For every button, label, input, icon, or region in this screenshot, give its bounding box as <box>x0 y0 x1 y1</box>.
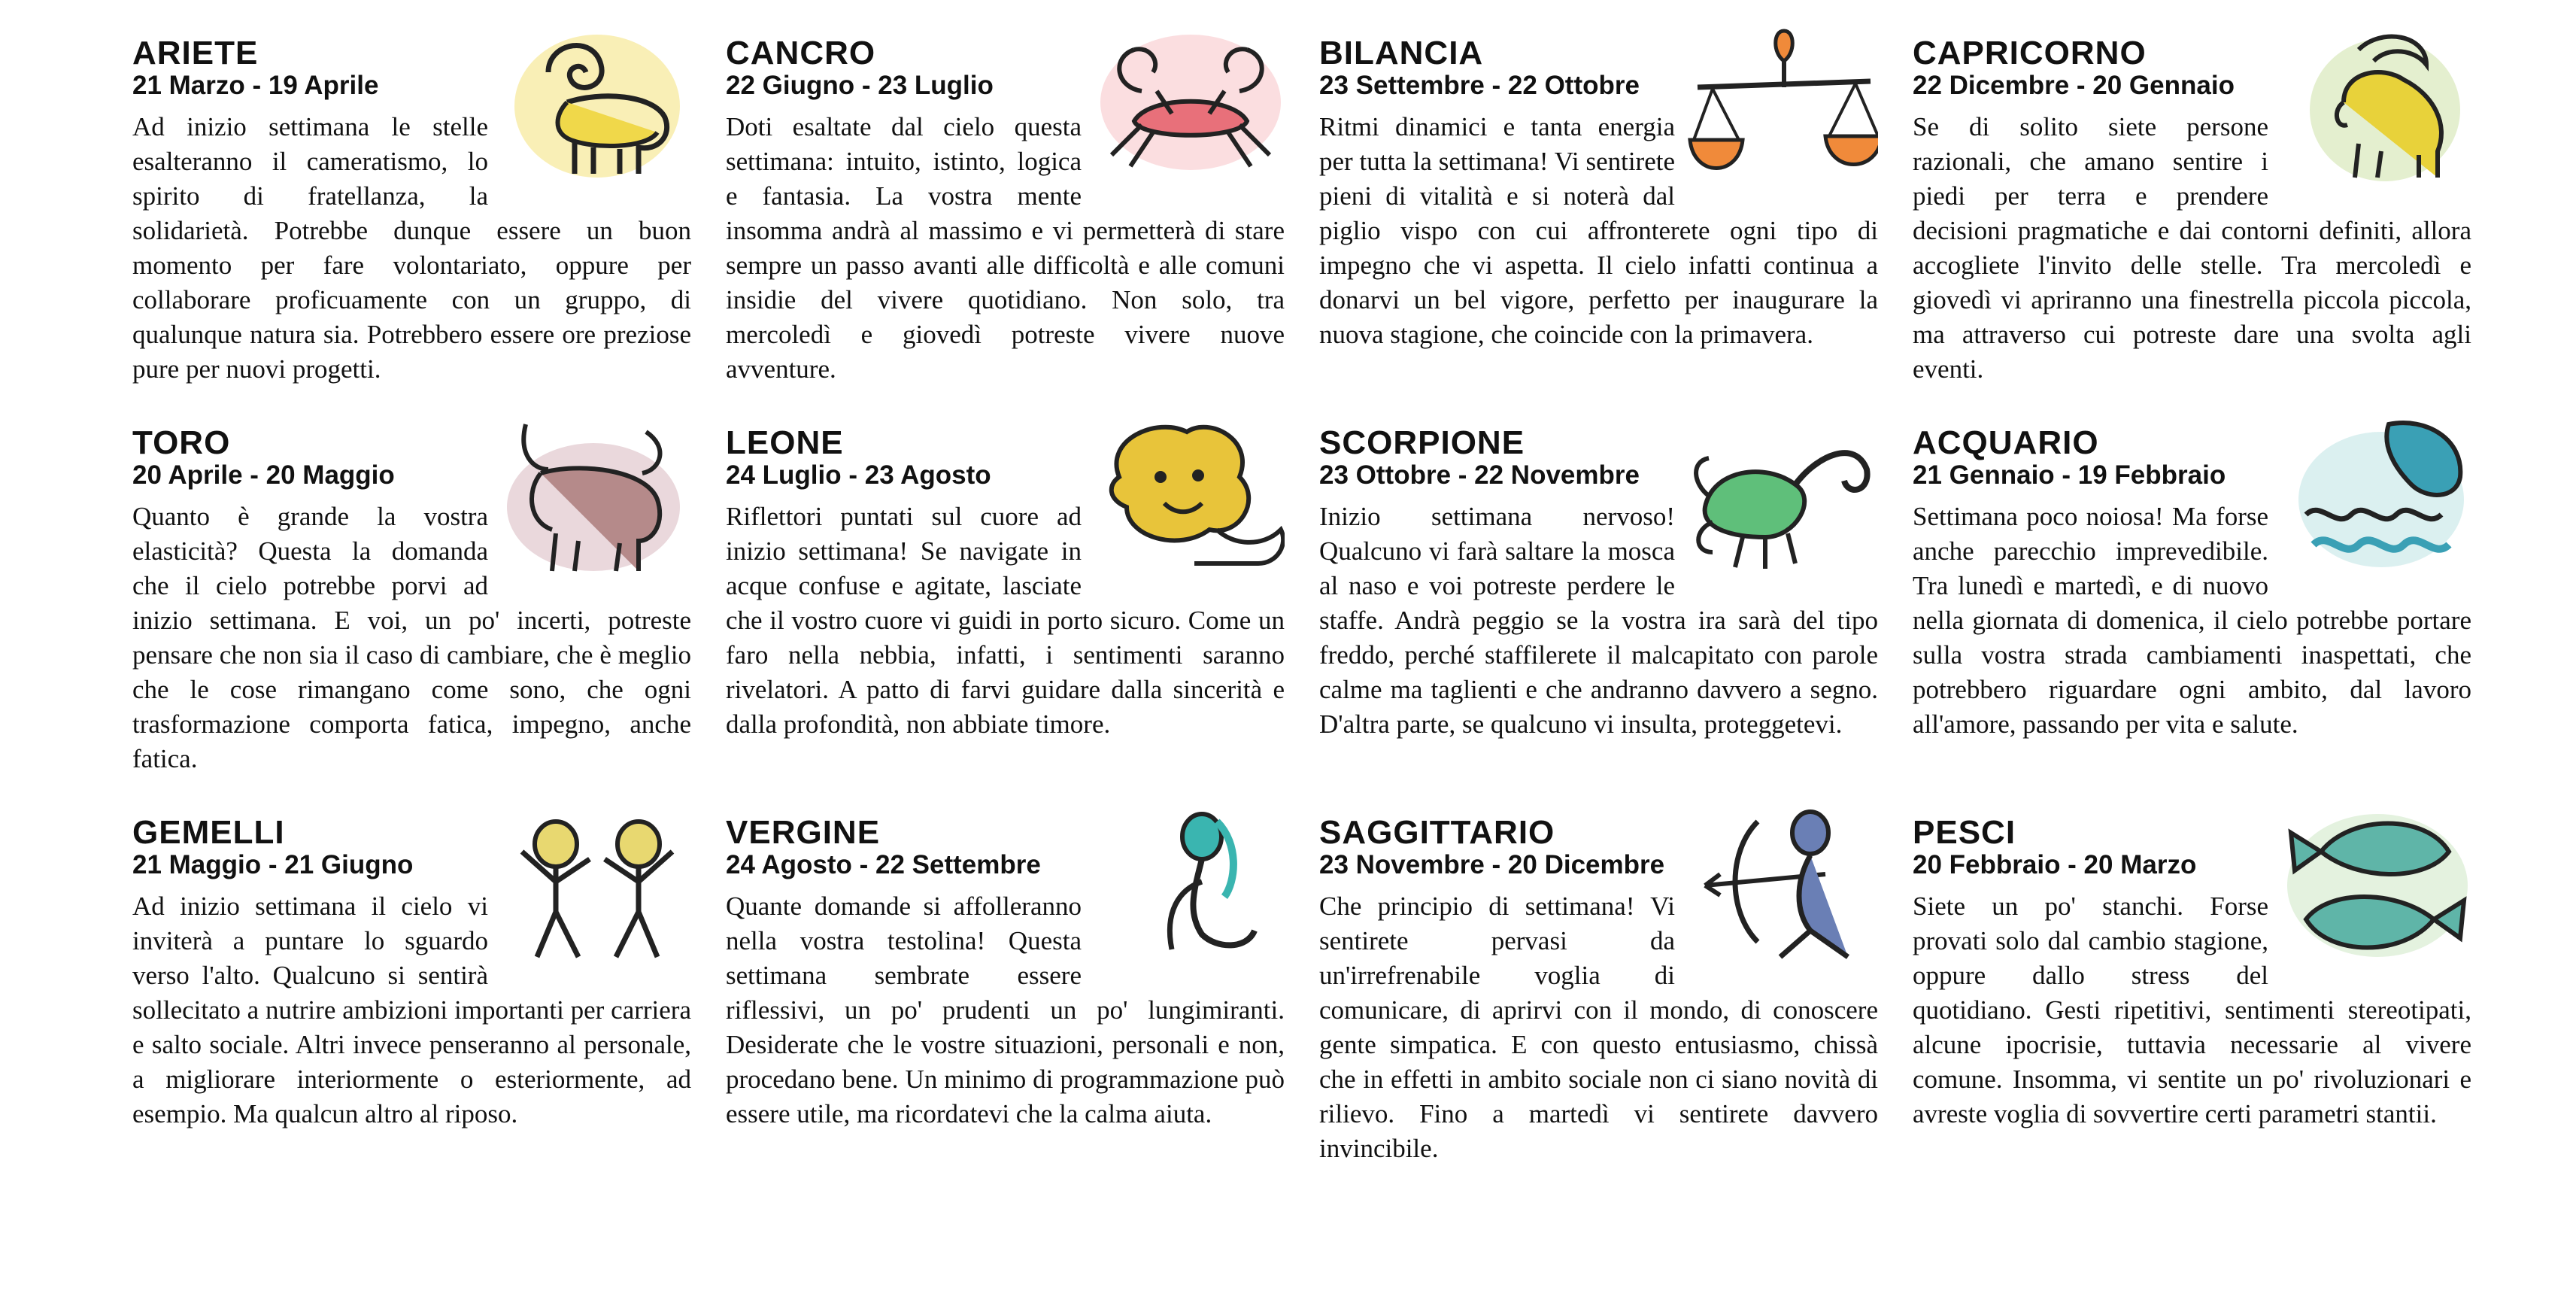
sign-forecast: Ritmi dinamici e tanta energia per tutta la settimana! Vi sentirete pieni di vitalità e si noterà dal piglio vispo con cui affronterete ogni tipo di impegno che vi aspetta. Il cielo infatti continua a donarvi un bel vigore, perfetto per inaugurare la nuova stagione, che coincide con la primavera. <box>1319 112 1878 349</box>
sign-title: ACQUARIO <box>1913 424 2099 461</box>
sign-forecast: Doti esaltate dal cielo questa settimana: intuito, istinto, logica e fantasia. La vostra mente insomma andrà al massimo e vi permetterà di stare sempre un passo avanti alle difficoltà e alle comuni insidie del vivere quotidiano. Non solo, tra mercoledì e giovedì potreste vivere nuove avventure. <box>726 112 1285 384</box>
taurus-bull-icon <box>496 417 691 582</box>
sign-pesci <box>1913 806 2471 1195</box>
sign-dates: 23 Ottobre - 22 Novembre <box>1319 460 1640 490</box>
sign-dates: 22 Dicembre - 20 Gennaio <box>1913 71 2235 100</box>
sign-dates: 24 Luglio - 23 Agosto <box>726 460 991 490</box>
aries-ram-icon <box>496 27 691 193</box>
aquarius-water-bearer-icon <box>2276 417 2471 582</box>
sign-scorpione <box>1319 417 1878 805</box>
sign-dates: 23 Settembre - 22 Ottobre <box>1319 71 1640 100</box>
sign-title: LEONE <box>726 424 844 461</box>
sign-forecast: Quante domande si affolleranno nella vostra testolina! Questa settimana sembrate essere riflessivi, un po' prudenti un po' lungimiranti. Desiderate che le vostre situazioni, personali e non, procedano bene. Un minimo di programmazione può essere utile, ma ricordatevi che la calma aiuta. <box>726 891 1285 1128</box>
sign-title: BILANCIA <box>1319 35 1484 71</box>
sign-title: CAPRICORNO <box>1913 35 2147 71</box>
sign-acquario <box>1913 417 2471 805</box>
sign-title: TORO <box>132 424 231 461</box>
sign-forecast: Siete un po' stanchi. Forse provati solo dal cambio stagione, oppure dallo stress del quotidiano. Gesti ripetitivi, sentimenti stereotipati, alcune ipocrisie, tuttavia necessarie al vivere comune. Insomma, vi sentite un po' rivoluzionari e avreste voglia di sovvertire certi parametri stantii. <box>1913 891 2471 1128</box>
sign-saggittario <box>1319 806 1878 1195</box>
sign-cancro <box>726 27 1285 415</box>
sign-title: GEMELLI <box>132 814 285 851</box>
sign-leone <box>726 417 1285 805</box>
virgo-maiden-icon <box>1089 806 1285 972</box>
sagittarius-archer-icon <box>1682 806 1878 972</box>
sign-forecast: Quanto è grande la vostra elasticità? Questa la domanda che il cielo potrebbe porvi ad inizio settimana. E voi, un po' incerti, potreste pensare che non sia il caso di cambiare, che è meglio che le cose rimangano come sono, che ogni trasformazione comporta fatica, impegno, anche fatica. <box>132 502 691 773</box>
sign-dates: 20 Aprile - 20 Maggio <box>132 460 395 490</box>
sign-dates: 23 Novembre - 20 Dicembre <box>1319 850 1665 879</box>
sign-dates: 21 Marzo - 19 Aprile <box>132 71 379 100</box>
sign-forecast: Ad inizio settimana il cielo vi inviterà a puntare lo sguardo verso l'alto. Qualcuno si sentirà sollecitato a nutrire ambizioni importanti per carriera e salto sociale. Altri invece penseranno al personale, a migliorare interiormente o esteriormente, ad esempio. Ma qualcun altro al riposo. <box>132 891 691 1128</box>
horoscope-grid <box>132 27 2471 1193</box>
sign-gemelli <box>132 806 691 1195</box>
sign-forecast: Inizio settimana nervoso! Qualcuno vi farà saltare la mosca al naso e voi potreste perdere le staffe. Andrà peggio se la vostra ira sarà del tipo freddo, perché staffilerete il malcapitato con parole calme ma taglienti e che andranno davvero a segno. D'altra parte, se qualcuno vi insulta, proteggetevi. <box>1319 502 1878 739</box>
gemini-twins-icon <box>496 806 691 972</box>
sign-forecast: Settimana poco noiosa! Ma forse anche parecchio imprevedibile. Tra lunedì e martedì, e di nuovo nella giornata di domenica, il cielo potrebbe portare sulla vostra strada cambiamenti inaspettati, che potrebbero riguardare ogni ambito, dal lavoro all'amore, passando per vita e salute. <box>1913 502 2471 739</box>
sign-title: ARIETE <box>132 35 259 71</box>
sign-bilancia <box>1319 27 1878 415</box>
sign-capricorno <box>1913 27 2471 415</box>
scorpio-scorpion-icon <box>1682 417 1878 582</box>
sign-dates: 24 Agosto - 22 Settembre <box>726 850 1041 879</box>
sign-dates: 20 Febbraio - 20 Marzo <box>1913 850 2197 879</box>
sign-title: CANCRO <box>726 35 876 71</box>
sign-forecast: Riflettori puntati sul cuore ad inizio settimana! Se navigate in acque confuse e agitate, lasciate che il vostro cuore vi guidi in porto sicuro. Come un faro nella nebbia, infatti, i sentimenti saranno rivelatori. A patto di farvi guidare dalla sincerità e dalla profondità, non abbiate timore. <box>726 502 1285 739</box>
sign-dates: 22 Giugno - 23 Luglio <box>726 71 994 100</box>
sign-forecast: Che principio di settimana! Vi sentirete pervasi da un'irrefrenabile voglia di comunicare, di aprirvi con il mondo, di conoscere gente simpatica. E con questo entusiasmo, chissà che in effetti in ambito sociale non ci siano novità di rilievo. Fino a martedì vi sentirete davvero invincibile. <box>1319 891 1878 1163</box>
sign-vergine <box>726 806 1285 1195</box>
sign-title: SCORPIONE <box>1319 424 1525 461</box>
sign-title: SAGGITTARIO <box>1319 814 1555 851</box>
sign-dates: 21 Maggio - 21 Giugno <box>132 850 414 879</box>
leo-lion-icon <box>1089 417 1285 582</box>
sign-toro <box>132 417 691 805</box>
sign-forecast: Ad inizio settimana le stelle esalteranno il cameratismo, lo spirito di fratellanza, la solidarietà. Potrebbe dunque essere un buon momento per fare volontariato, oppure per collaborare proficuamente con un gruppo, di qualunque natura sia. Potrebbero essere ore preziose pure per nuovi progetti. <box>132 112 691 384</box>
sign-title: VERGINE <box>726 814 881 851</box>
capricorn-goat-icon <box>2276 27 2471 193</box>
pisces-fish-icon <box>2276 806 2471 972</box>
sign-title: PESCI <box>1913 814 2016 851</box>
sign-ariete <box>132 27 691 415</box>
sign-dates: 21 Gennaio - 19 Febbraio <box>1913 460 2226 490</box>
sign-forecast: Se di solito siete persone razionali, che amano sentire i piedi per terra e prendere decisioni pragmatiche e dai contorni definiti, allora accogliete l'invito delle stelle. Tra mercoledì e giovedì vi apriranno una finestrella piccola piccola, ma attraverso cui potreste dare una svolta agli eventi. <box>1913 112 2471 384</box>
libra-scales-icon <box>1682 27 1878 193</box>
cancer-crab-icon <box>1089 27 1285 193</box>
